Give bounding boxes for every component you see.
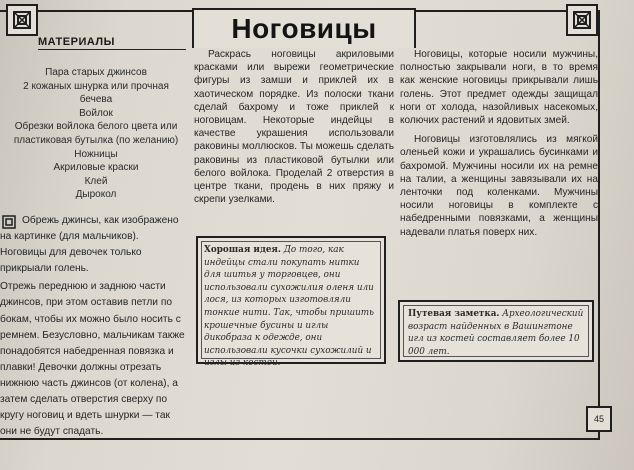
material-item: пластиковая бутылка (по желанию) — [13, 134, 179, 146]
material-item: Обрезки войлока белого цвета или — [14, 121, 178, 133]
instruction-paragraph: Обрежь джинсы, как изображено на картинке (для мальчиков). Ноговицы для девочек только прикрыали голень. — [0, 215, 179, 275]
good-idea-box — [196, 236, 386, 369]
travel-note-text — [408, 308, 584, 358]
page-title: Ноговицы — [231, 13, 377, 44]
materials-heading: МАТЕРИАЛЫ — [38, 36, 186, 50]
history-paragraph: Ноговицы, которые носили мужчины, полностью закрывали ноги, в то время как женские ноговицы прикрывали лишь голень. Этот предмет одежды защищал ноги от холода, назойливых насекомых, колючих растений и ядовитых змей. — [400, 49, 598, 127]
instructions-column — [0, 213, 186, 440]
travel-note-body: Археологический возраст найденных в Вашингтоне игл из костей составляет более 10 000 лет. — [408, 309, 584, 357]
page-number: 45 — [586, 406, 612, 432]
material-item: Дырокол — [75, 189, 117, 201]
good-idea-text — [204, 244, 378, 370]
decoration-column — [194, 48, 394, 206]
history-paragraph: Ноговицы изготовлялись из мягкой оленьей кожи и украшались бусинками и бахромой. Мужчины носили их на ремне на талии, а женщины завязывали их на ленточки под коленками. Мужчины носили ноговицы в комплекте с набедренными повязками, а женщины надевали платья поверх них. — [400, 134, 598, 238]
knot-ornament-icon — [566, 4, 598, 36]
materials-section — [0, 36, 190, 202]
material-item: Клей — [84, 175, 108, 187]
materials-list — [0, 66, 190, 202]
instruction-paragraph: Отрежь переднюю и заднюю части джинсов, при этом оставив петли по бокам, чтобы их можно было носить с ремнем. Безусловно, мальчикам также понадобятся набедренная повязка и плавки! Девочки должны отрезать нижнюю часть джинсов (от колена), а затем сделать отверстия сверху по кругу ноговиц и вдеть шнурки — так они не будут спадать. — [0, 281, 185, 438]
decoration-paragraph: Раскрась ноговицы акриловыми красками или вырежи геометрические фигуры из замши и приклей их в хаотическом порядке. Из полоски ткани сделай бахрому и тоже приклей к ноговицам. Некоторые индейцы в качестве украшения использовали раковины моллюсков. Ты можешь сделать раковины из пластиковой бутылки или белого войлока. Проделай 2 отверстия в центре ткани, продень в них пряжу и скрепи узелками. — [194, 49, 394, 206]
material-item: Ножницы — [74, 148, 118, 160]
travel-note-label: Путевая заметка. — [408, 309, 500, 319]
good-idea-body: До того, как индейцы стали покупать нитки для шитья у торговцев, они использовали сухожилия оленя или лося, из которых изготовляли тонкие нити. Так, чтобы пришить крошечные бусины и иглы дикобраза к одежде, они использовали кусочки сухожилий и иглы из костей. — [204, 245, 374, 369]
material-item: Пара старых джинсов — [45, 67, 147, 78]
material-item: бечева — [79, 94, 113, 106]
travel-note-box — [398, 300, 594, 362]
knot-ornament-icon — [2, 215, 16, 229]
material-item: Войлок — [79, 107, 113, 119]
good-idea-label: Хорошая идея. — [204, 245, 281, 255]
material-item: Акриловые краски — [53, 162, 139, 174]
history-column — [400, 48, 598, 239]
knot-ornament-icon — [6, 4, 38, 36]
material-item: 2 кожаных шнурка или прочная — [23, 80, 169, 92]
title-box — [192, 8, 416, 48]
right-frame-line — [598, 10, 600, 440]
